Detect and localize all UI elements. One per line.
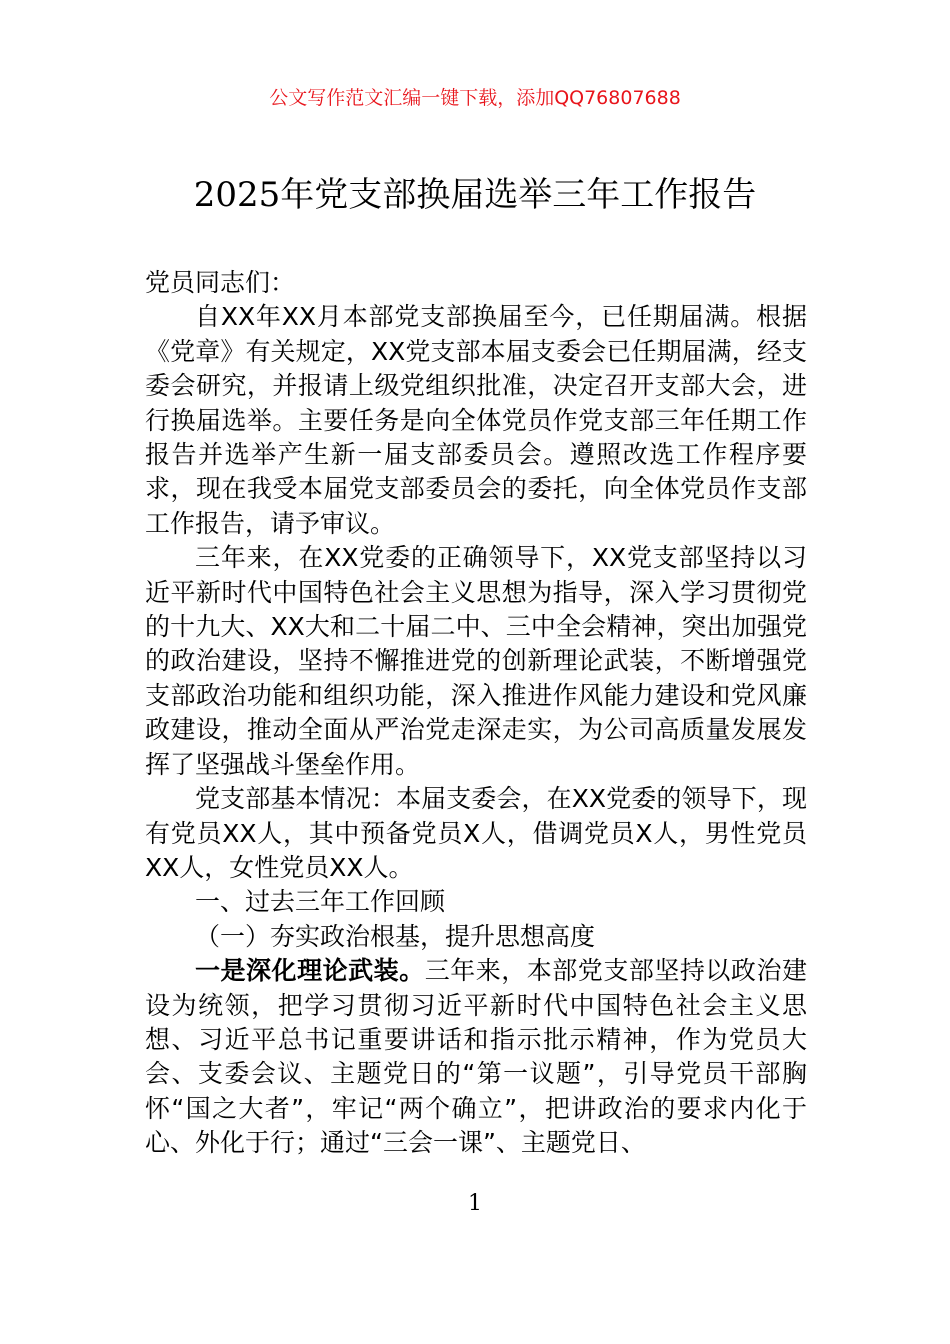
paragraph-basic-info: 党支部基本情况：本届支委会，在XX党委的领导下，现有党员XX人，其中预备党员X人，借调党员X人，男性党员XX人，女性党员XX人。 — [145, 784, 807, 882]
download-promo-header: 公文写作范文汇编一键下载，添加QQ76807688 — [269, 87, 681, 109]
paragraph-intro: 自XX年XX月本部党支部换届至今，已任期届满。根据《党章》有关规定，XX党支部本届支委会已任期届满，经支委会研究，并报请上级党组织批准，决定召开支部大会，进行换届选举。主要任务是向全体党员作党支部三年任期工作报告并选举产生新一届支部委员会。遵照改选工作程序要求，现在我受本届党支部委员会的委托，向全体党员作支部工作报告，请予审议。 — [145, 302, 807, 538]
paragraph-theory — [145, 954, 807, 1160]
paragraph-theory-text: 三年来，本部党支部坚持以政治建设为统领，把学习贯彻习近平新时代中国特色社会主义思想、习近平总书记重要讲话和指示批示精神，作为党员大会、支委会议、主题党日的“第一议题”，引导党员干部胸怀“国之大者”，牢记“两个确立”，把讲政治的要求内化于心、外化于行；通过“三会一课”、主题党日、 — [145, 956, 807, 1158]
subsection-heading: （一）夯实政治根基，提升思想高度 — [195, 921, 596, 951]
paragraph-summary: 三年来，在XX党委的正确领导下，XX党支部坚持以习近平新时代中国特色社会主义思想为指导，深入学习贯彻党的十九大、XX大和二十届二中、三中全会精神，突出加强党的政治建设，坚持不懈推进党的创新理论武装，不断增强党支部政治功能和组织功能，深入推进作风能力建设和党风廉政建设，推动全面从严治党走深走实，为公司高质量发展发挥了坚强战斗堡垒作用。 — [145, 543, 807, 779]
page-number: 1 — [468, 1191, 482, 1216]
paragraph-bold-lead: 一是深化理论武装。 — [195, 956, 425, 986]
section-heading: 一、过去三年工作回顾 — [195, 887, 446, 917]
document-title: 2025年党支部换届选举三年工作报告 — [193, 175, 757, 215]
document-body — [145, 266, 807, 1161]
salutation: 党员同志们： — [145, 268, 296, 297]
